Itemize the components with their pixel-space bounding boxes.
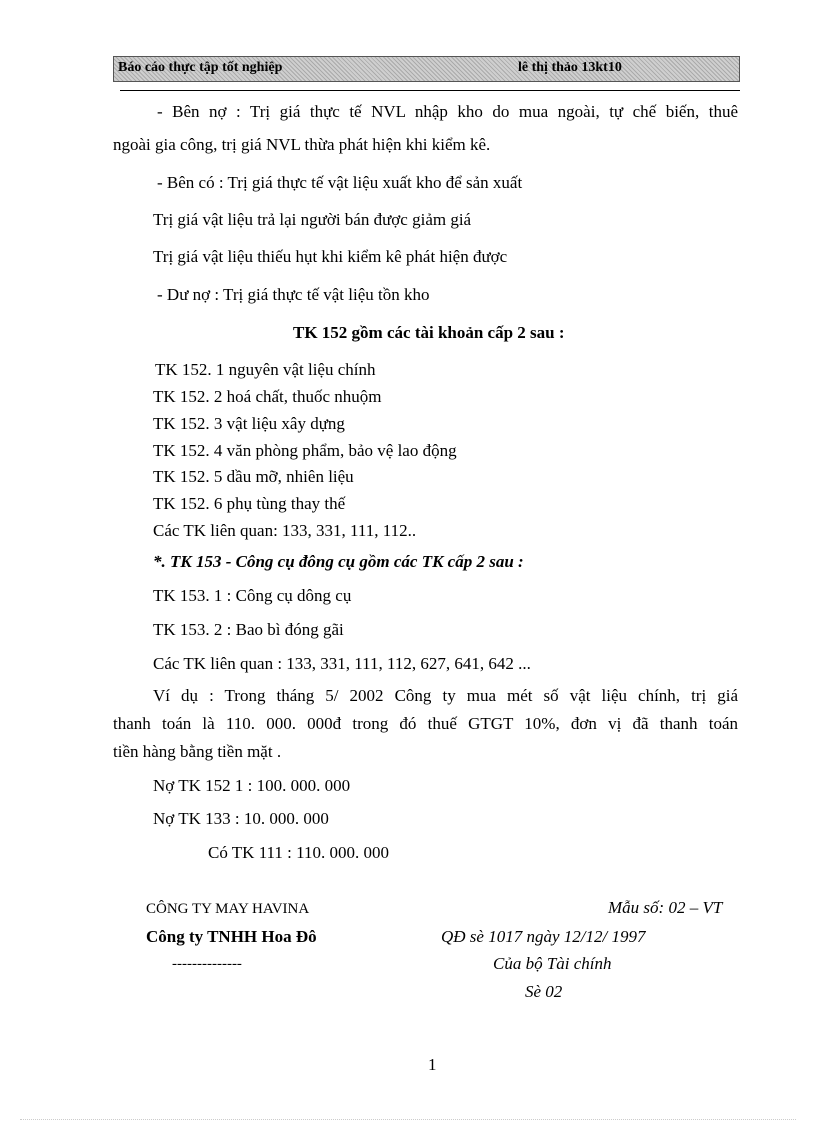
example-line2: thanh toán là 110. 000. 000đ trong đó thuế GTGT 10%, đơn vị đã thanh toán bbox=[113, 714, 738, 733]
example-line3: tiền hàng bằng tiền mặt . bbox=[113, 742, 282, 761]
heading-tk152: TK 152 gồm các tài khoản cấp 2 sau : bbox=[293, 323, 565, 342]
page-number: 1 bbox=[428, 1055, 437, 1074]
tk152-item-1: TK 152. 1 nguyên vật liệu chính bbox=[155, 360, 376, 379]
heading-tk153: *. TK 153 - Công cụ đông cụ gồm các TK cấp 2 sau : bbox=[153, 552, 524, 571]
form-doc-number: Sè 02 bbox=[525, 982, 563, 1001]
tk152-item-5: TK 152. 5 dầu mỡ, nhiên liệu bbox=[153, 467, 354, 486]
form-number-label: Mẫu số: 02 – VT bbox=[608, 898, 723, 917]
paragraph-debit-line2: ngoài gia công, trị giá NVL thừa phát hiện khi kiểm kê. bbox=[113, 135, 491, 154]
footer-divider bbox=[20, 1119, 796, 1120]
page-header bbox=[113, 56, 740, 82]
header-rule bbox=[120, 90, 740, 91]
tk153-related: Các TK liên quan : 133, 331, 111, 112, 627, 641, 642 ... bbox=[153, 654, 531, 673]
form-subcompany: Công ty TNHH Hoa Đô bbox=[146, 927, 317, 946]
form-decision: QĐ sè 1017 ngày 12/12/ 1997 bbox=[441, 927, 646, 946]
form-dashes: -------------- bbox=[172, 956, 242, 972]
example-line1: Ví dụ : Trong tháng 5/ 2002 Công ty mua mét số vật liệu chính, trị giá bbox=[153, 686, 738, 705]
tk152-item-4: TK 152. 4 văn phòng phẩm, bảo vệ lao động bbox=[153, 441, 457, 460]
paragraph-shortage: Trị giá vật liệu thiếu hụt khi kiểm kê phát hiện được bbox=[153, 247, 508, 266]
entry-debit-133: Nợ TK 133 : 10. 000. 000 bbox=[153, 809, 329, 828]
tk153-item-2: TK 153. 2 : Bao bì đóng gãi bbox=[153, 620, 344, 639]
header-author: lê thị thảo 13kt10 bbox=[518, 60, 622, 75]
tk152-item-2: TK 152. 2 hoá chất, thuốc nhuộm bbox=[153, 387, 382, 406]
paragraph-credit: - Bên có : Trị giá thực tế vật liệu xuất kho để sản xuất bbox=[157, 173, 523, 192]
paragraph-return: Trị giá vật liệu trả lại người bán được giảm giá bbox=[153, 210, 472, 229]
tk152-related: Các TK liên quan: 133, 331, 111, 112.. bbox=[153, 521, 417, 540]
paragraph-debit-line1: - Bên nợ : Trị giá thực tế NVL nhập kho do mua ngoài, tự chế biến, thuê bbox=[157, 102, 738, 121]
entry-debit-152: Nợ TK 152 1 : 100. 000. 000 bbox=[153, 776, 351, 795]
form-company: CÔNG TY MAY HAVINA bbox=[146, 901, 310, 917]
entry-credit-111: Có TK 111 : 110. 000. 000 bbox=[208, 843, 390, 862]
form-ministry: Của bộ Tài chính bbox=[493, 954, 612, 973]
paragraph-balance: - Dư nợ : Trị giá thực tế vật liệu tồn kho bbox=[157, 285, 430, 304]
tk152-item-3: TK 152. 3 vật liệu xây dựng bbox=[153, 414, 345, 433]
header-title: Báo cáo thực tập tốt nghiệp bbox=[118, 60, 283, 75]
tk153-item-1: TK 153. 1 : Công cụ dông cụ bbox=[153, 586, 352, 605]
tk152-item-6: TK 152. 6 phụ tùng thay thế bbox=[153, 494, 346, 513]
